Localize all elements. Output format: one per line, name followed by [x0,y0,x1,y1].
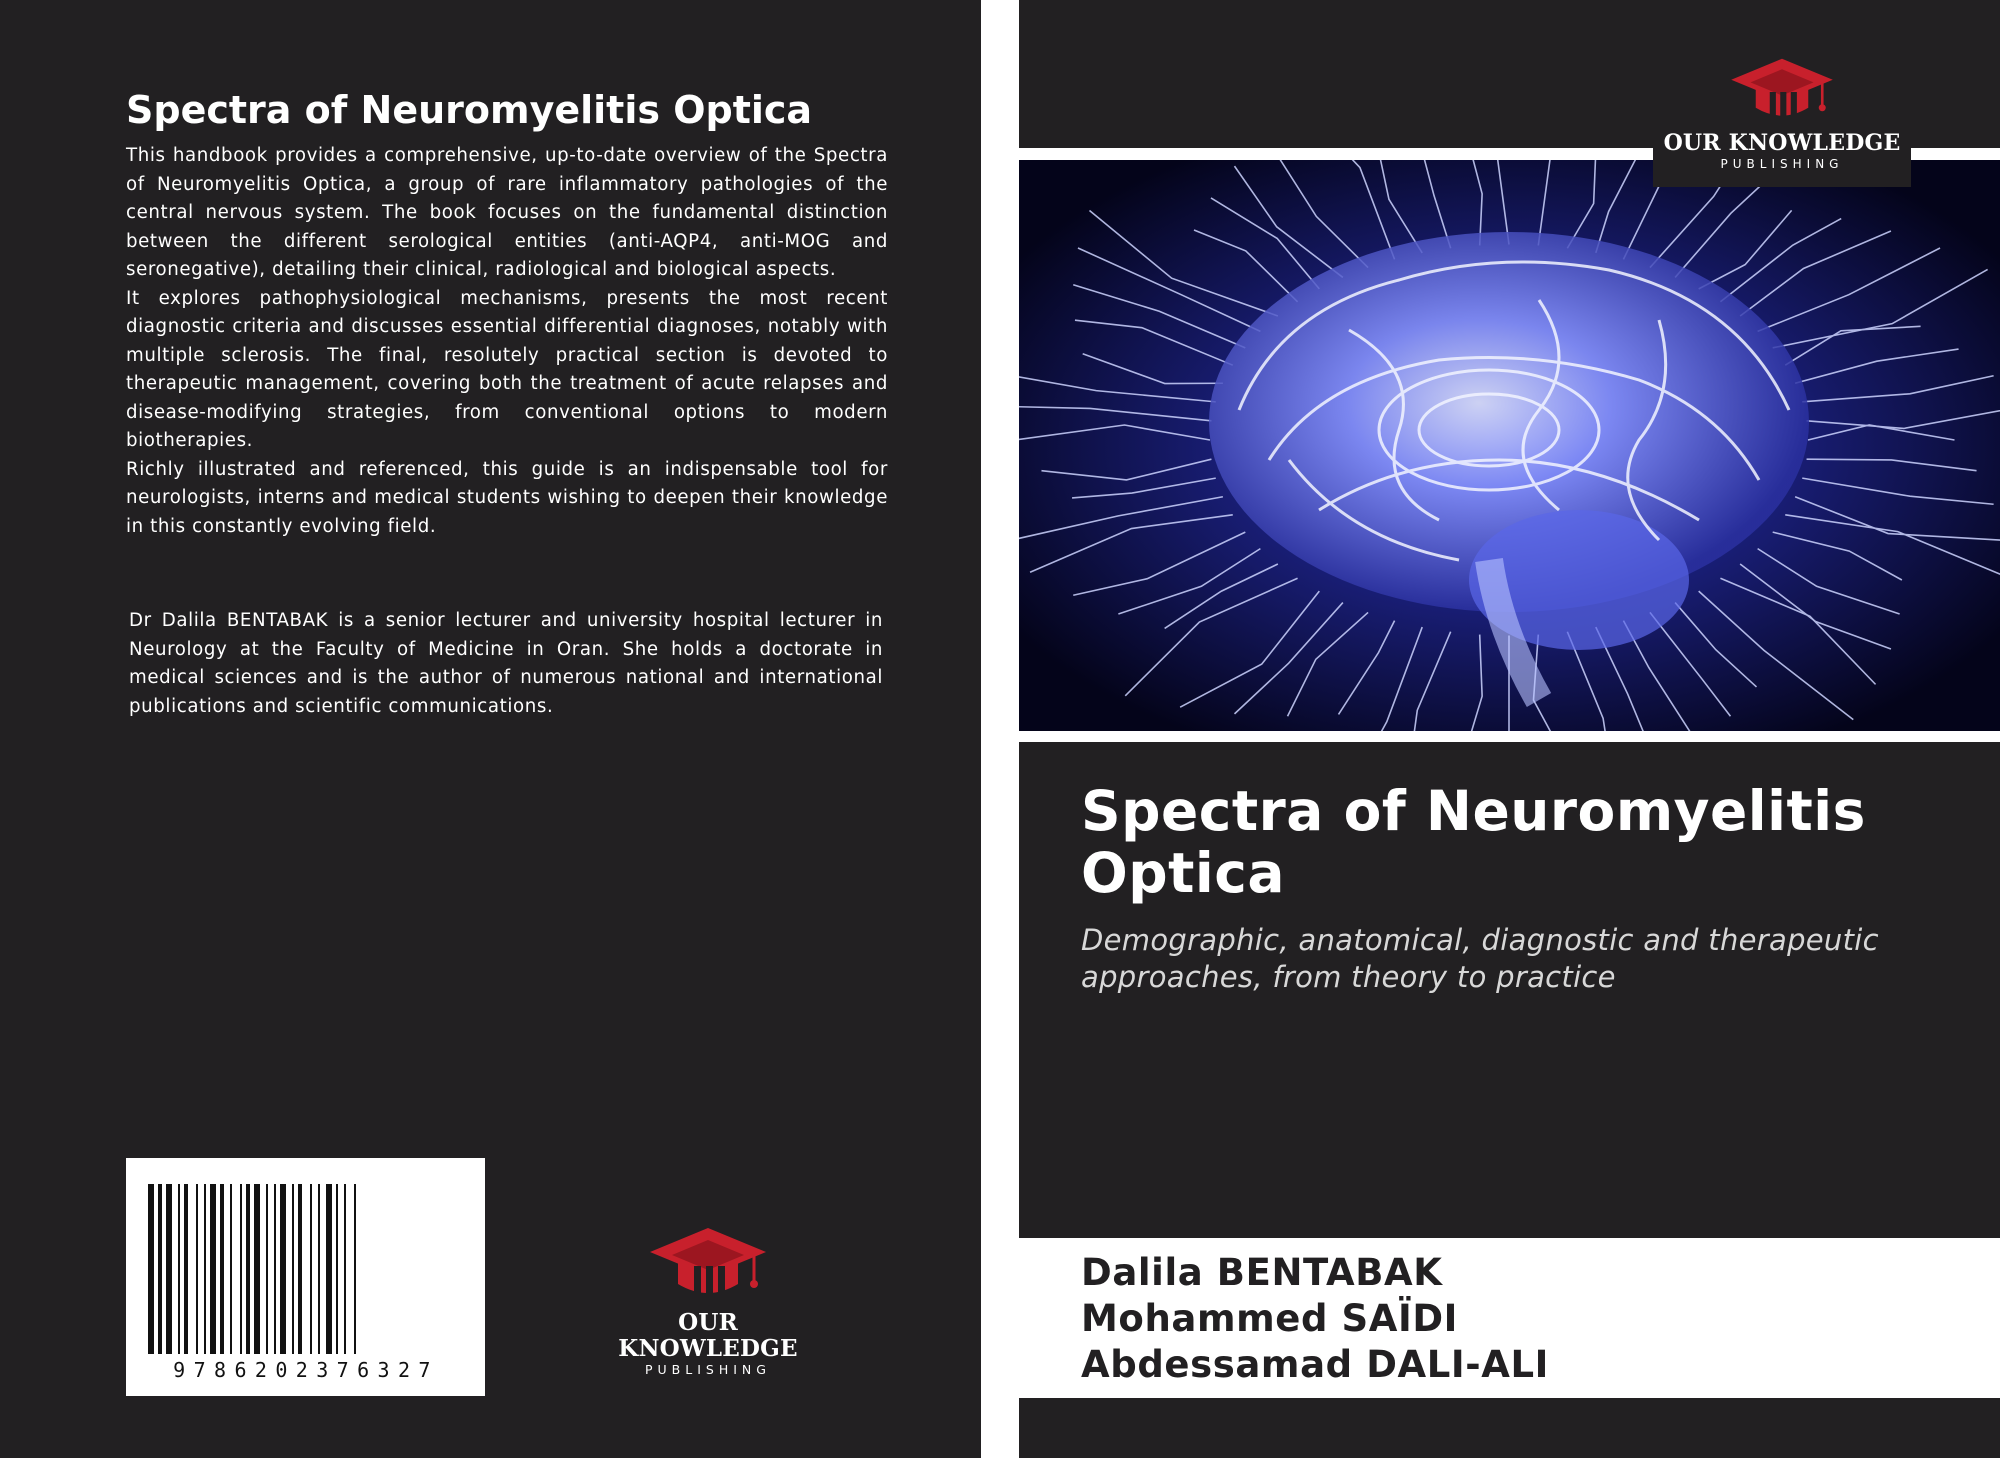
barcode-bar [178,1184,180,1354]
publisher-subname: PUBLISHING [1720,157,1844,171]
book-blurb [126,142,888,541]
front-cover-subtitle: Demographic, anatomical, diagnostic and therapeutic approaches, from theory to practice [1081,923,1879,994]
spine [981,0,1019,1458]
isbn-number: 9786202376327 [173,1358,439,1382]
front-title-panel [1019,742,2000,1238]
author-list [1081,1250,1981,1388]
graduation-cap-icon [648,1226,768,1306]
blurb-paragraph: This handbook provides a comprehensive, up-to-date overview of the Spectra of Neuromyelitis Optica, a group of rare inflammatory pathologies of the central nervous system. The book focuses on the fundamental distinction between the different serological entities (anti-AQP4, anti-MOG and seronegative), detailing their clinical, radiological and biological aspects. [126,145,888,280]
isbn-barcode [126,1158,485,1396]
back-cover [0,0,981,1458]
author-name: Abdessamad DALI-ALI [1081,1343,1550,1386]
barcode-bar [292,1184,294,1354]
barcode-bar [280,1184,286,1354]
publisher-subname: PUBLISHING [645,1362,771,1377]
cover-image [1019,160,2000,731]
back-cover-title: Spectra of Neuromyelitis Optica [126,88,813,132]
barcode-bar [148,1184,154,1354]
barcode-bar [318,1184,320,1354]
barcode-bar [230,1184,232,1354]
author-name: Mohammed SAÏDI [1081,1297,1459,1340]
barcode-bar [254,1184,260,1354]
author-name: Dalila BENTABAK [1081,1251,1443,1294]
barcode-bar [246,1184,250,1354]
barcode-bar [196,1184,198,1354]
barcode-bar [158,1184,162,1354]
barcode-bar [344,1184,346,1354]
barcode-bar [336,1184,338,1354]
publisher-name: OUR KNOWLEDGE [1663,130,1901,156]
barcode-bar [210,1184,216,1354]
barcode-bar [266,1184,268,1354]
publisher-logo-front [1653,55,1911,187]
graduation-cap-icon [1726,57,1838,127]
publisher-name: OUR KNOWLEDGE [618,1309,798,1362]
front-bottom-band [1019,1398,2000,1458]
blurb-paragraph: It explores pathophysiological mechanisms, presents the most recent diagnostic criteria and discusses essential differential diagnoses, notably with multiple sclerosis. The final, resolutely practical section is devoted to therapeutic management, covering both the treatment of acute relapses and disease-modifying strategies, from conventional options to modern biotherapies. [126,287,888,451]
front-cover [1019,0,2000,1458]
barcode-bar [310,1184,312,1354]
barcode-bar [220,1184,224,1354]
barcode-bar [298,1184,302,1354]
barcode-bar [204,1184,206,1354]
barcode-bar [240,1184,242,1354]
author-bio: Dr Dalila BENTABAK is a senior lecturer and university hospital lecturer in Neurology at the Faculty of Medicine in Oran. She holds a doctorate in medical sciences and is the author of numerous national and international publications and scientific communications. [129,610,883,717]
blurb-paragraph: Richly illustrated and referenced, this guide is an indispensable tool for neurologists, interns and medical students wishing to deepen their knowledge in this constantly evolving field. [126,458,888,537]
barcode-bar [354,1184,356,1354]
barcode-bar [326,1184,332,1354]
barcode-bar [184,1184,188,1354]
barcode-bar [274,1184,276,1354]
publisher-logo-back [592,1226,824,1377]
front-cover-title: Spectra of Neuromyelitis Optica [1081,779,1866,905]
brain-illustration [1019,160,2000,731]
barcode-bar [166,1184,172,1354]
